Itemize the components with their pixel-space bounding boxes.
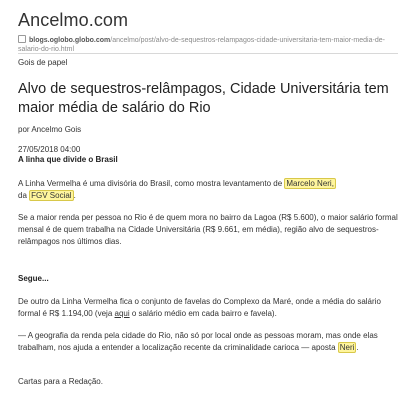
aqui-link[interactable]: aqui [114,309,130,318]
article-subhead: A linha que divide o Brasil [18,155,118,164]
header-divider [18,53,398,54]
page-icon [18,35,26,43]
source-url[interactable] [18,35,398,54]
paragraph-3 [18,296,398,320]
paragraph-1 [18,178,398,202]
p4-end: . [356,343,359,352]
p1-end: . [73,191,76,200]
section-label[interactable]: Gois de papel [18,58,68,67]
url-path-continued: salario-do-rio.html [18,46,75,53]
highlight-fgv-social: FGV Social [31,191,72,200]
highlight-neri: Neri [339,343,355,352]
highlight-marcelo-neri: Marcelo Neri, [286,179,334,188]
p3-text: De outro da Linha Vermelha fica o conjunto de favelas do Complexo da Maré, onde a média do salário formal é R$ 1.194,00 (veja [18,297,381,318]
p1-text: A Linha Vermelha é uma divisória do Brasil, como mostra levantamento de [18,179,285,188]
url-path: /ancelmo/post/alvo-de-sequestros-relampagos-cidade-universitaria-tem-maior-media-de- [110,37,385,44]
p1-mid: da [18,191,30,200]
paragraph-2: Se a maior renda per pessoa no Rio é de quem mora no bairro da Lagoa (R$ 5.600), o maior salário formal mensal é de quem trabalha na Cidade Universitária (R$ 9.661, em média), região alvo de sequestros- relâmpagos nos últimos dias. [18,213,398,246]
article-date: 27/05/2018 04:00 [18,145,81,154]
url-domain: blogs.oglobo.globo.com [29,37,111,44]
paragraph-4 [18,330,398,354]
article-author: por Ancelmo Gois [18,125,82,134]
p4-text: — A geografia da renda pela cidade do Rio, não só por local onde as pessoas moram, mas onde elas trabalham, nos ajuda a entender a localização recente da criminalidade carioca — aposta [18,331,378,352]
segue-heading: Segue... [18,274,49,283]
article-headline: Alvo de sequestros-relâmpagos, Cidade Universitária tem maior média de salário do Rio [18,81,389,116]
paragraph-5: Cartas para a Redação. [18,377,103,386]
p3-end: o salário médio em cada bairro e favela). [129,309,277,318]
site-title[interactable]: Ancelmo.com [18,10,129,30]
